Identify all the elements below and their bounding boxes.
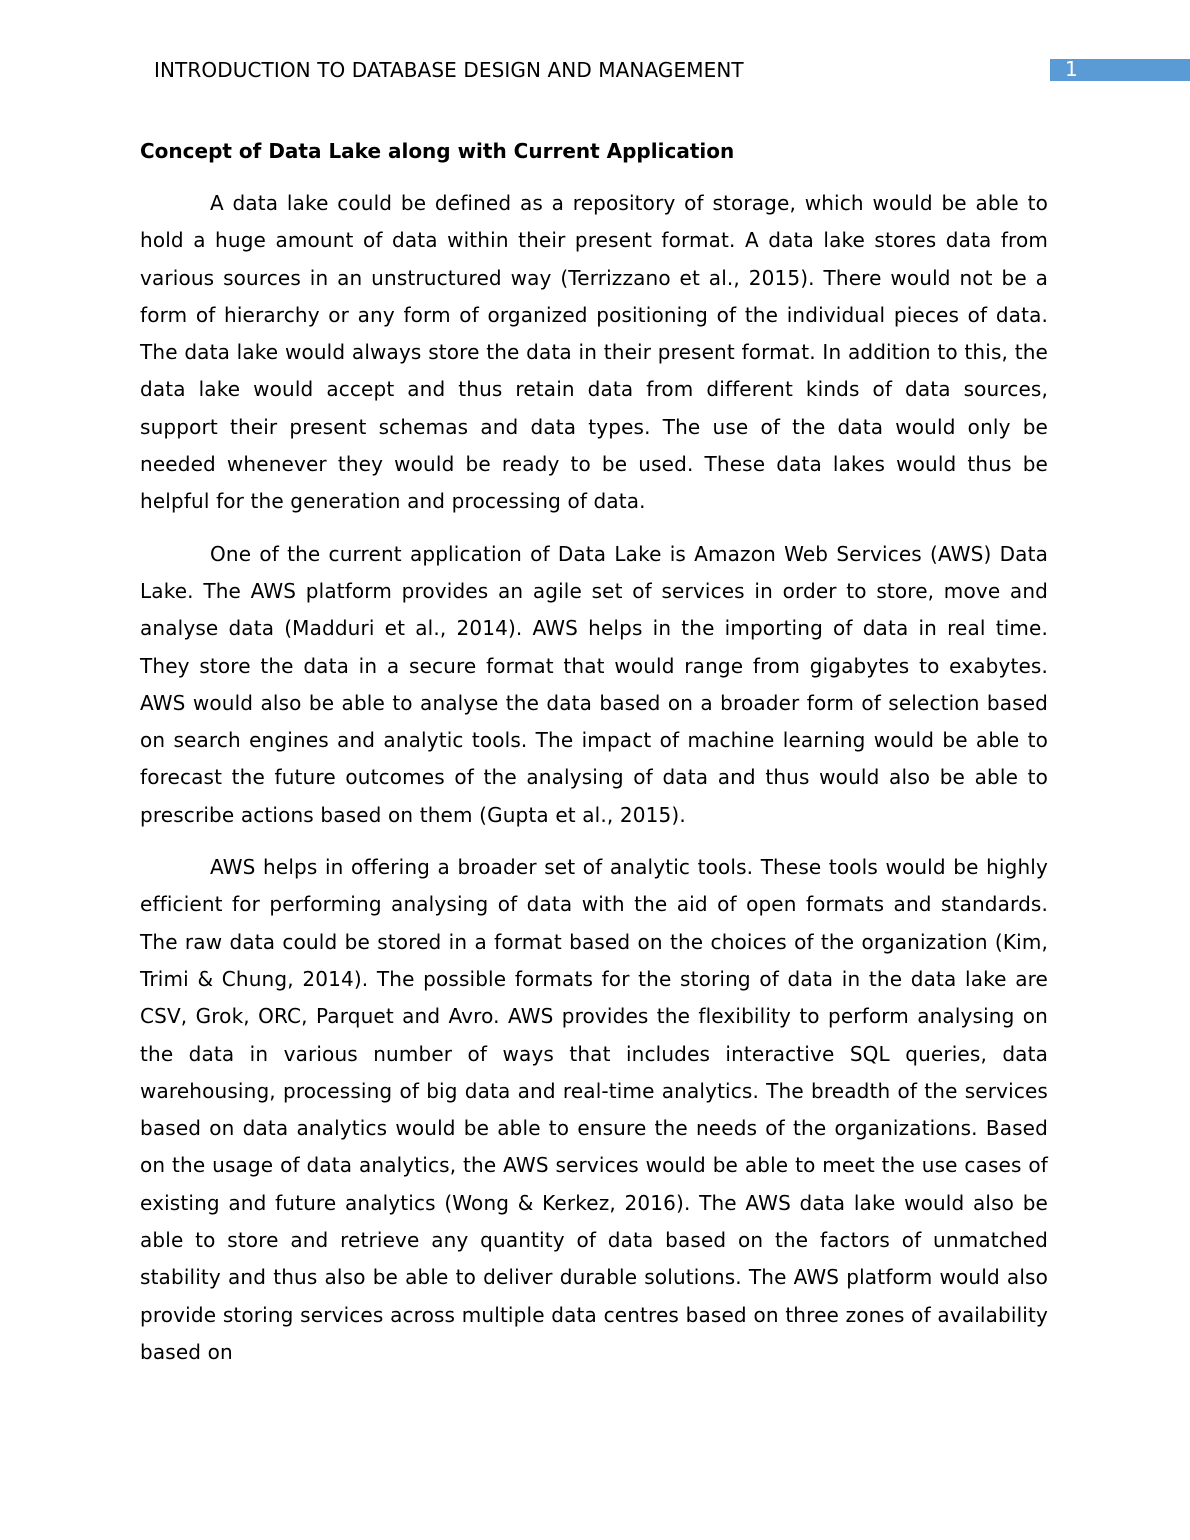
section-heading: Concept of Data Lake along with Current Application [140, 139, 735, 163]
page-number-badge [1050, 59, 1190, 81]
running-header-title: INTRODUCTION TO DATABASE DESIGN AND MANAGEMENT [154, 58, 744, 82]
page-number: 1 [1065, 57, 1078, 81]
document-body [140, 136, 1048, 1386]
paragraph-aws-application: One of the current application of Data Lake is Amazon Web Services (AWS) Data Lake. The AWS platform provides an agile set of services in order to store, move and analyse data (Madduri et al., 2014). AWS helps in the importing of data in real time. They store the data in a secure format that would range from gigabytes to exabytes. AWS would also be able to analyse the data based on a broader form of selection based on search engines and analytic tools. The impact of machine learning would be able to forecast the future outcomes of the analysing of data and thus would also be able to prescribe actions based on them (Gupta et al., 2015). [140, 541, 1048, 827]
paragraph-data-lake-definition: A data lake could be defined as a repository of storage, which would be able to hold a huge amount of data within their present format. A data lake stores data from various sources in an unstructured way (Terrizzano et al., 2015). There would not be a form of hierarchy or any form of organized positioning of the individual pieces of data. The data lake would always store the data in their present format. In addition to this, the data lake would accept and thus retain data from different kinds of data sources, support their present schemas and data types. The use of the data would only be needed whenever they would be ready to be used. These data lakes would thus be helpful for the generation and processing of data. [140, 191, 1048, 514]
paragraph-aws-analytics: AWS helps in offering a broader set of analytic tools. These tools would be highly efficient for performing analysing of data with the aid of open formats and standards. The raw data could be stored in a format based on the choices of the organization (Kim, Trimi & Chung, 2014). The possible formats for the storing of data in the data lake are CSV, Grok, ORC, Parquet and Avro. AWS provides the flexibility to perform analysing on the data in various number of ways that includes interactive SQL queries, data warehousing, processing of big data and real-time analytics. The breadth of the services based on data analytics would be able to ensure the needs of the organizations. Based on the usage of data analytics, the AWS services would be able to meet the use cases of existing and future analytics (Wong & Kerkez, 2016). The AWS data lake would also be able to store and retrieve any quantity of data based on the factors of unmatched stability and thus also be able to deliver durable solutions. The AWS platform would also provide storing services across multiple data centres based on three zones of availability based on [140, 855, 1048, 1364]
